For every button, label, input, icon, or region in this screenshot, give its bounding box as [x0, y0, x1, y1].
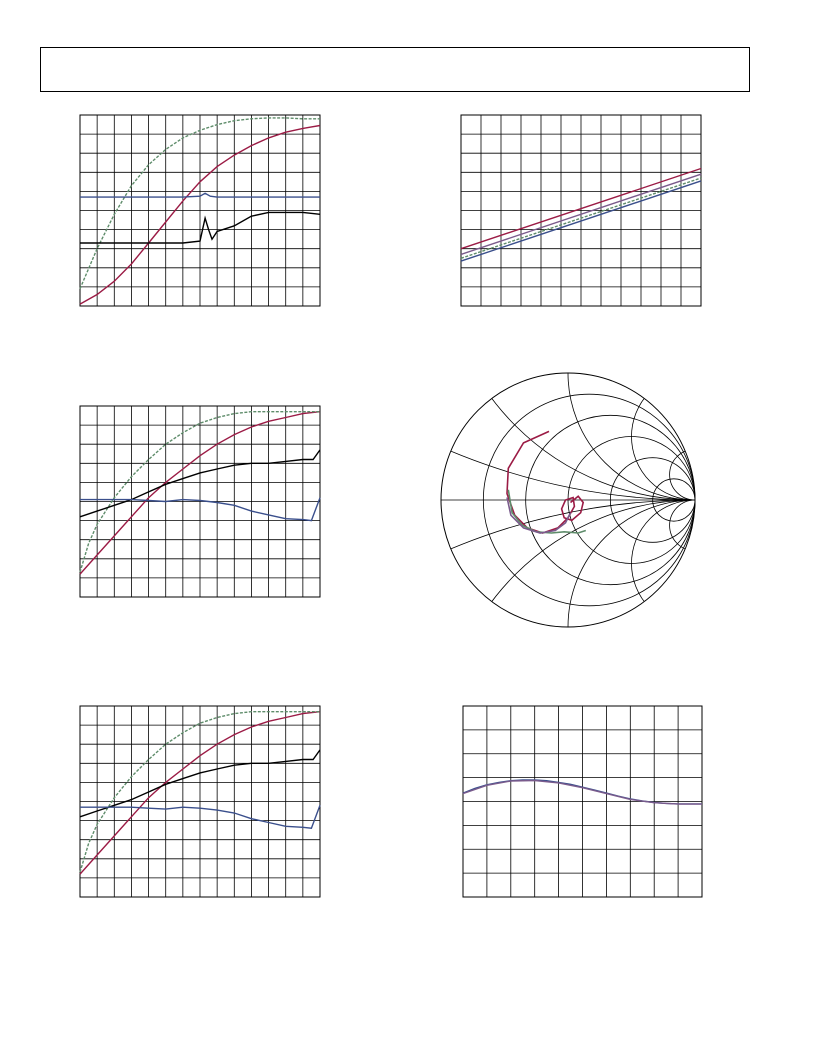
plot-grid	[80, 706, 320, 897]
